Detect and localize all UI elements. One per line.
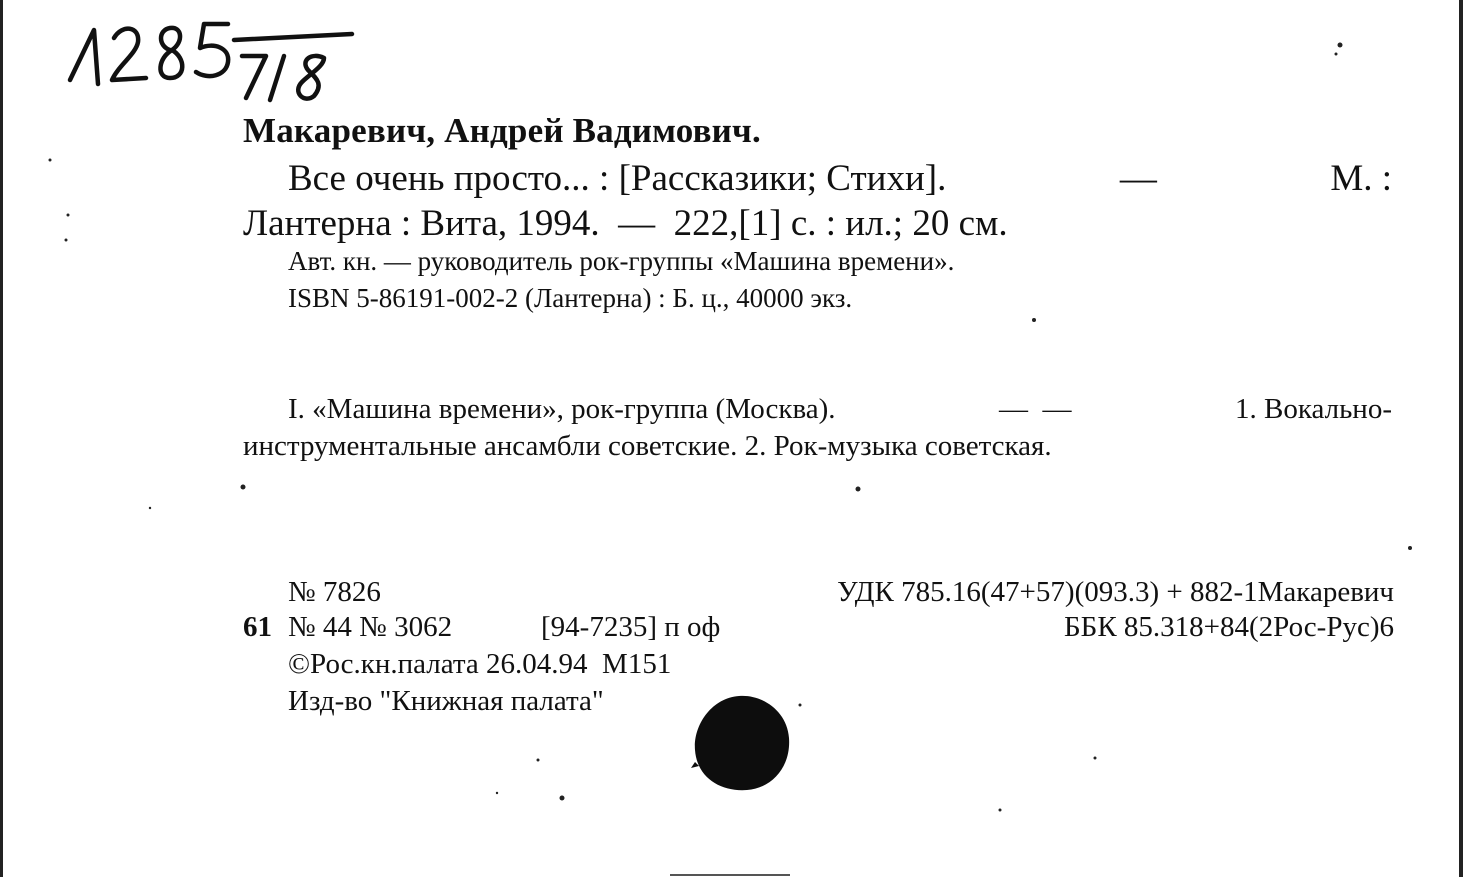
- udk-code: УДК 785.16(47+57)(093.3) + 882-1Макаревич: [837, 576, 1394, 608]
- record-number: № 7826: [288, 576, 381, 608]
- publisher-line: Изд-во "Книжная палата": [288, 685, 604, 717]
- subject-line-2: инструментальные ансамбли советские. 2. Рок-музыка советская.: [243, 430, 1052, 462]
- title-dash: —: [1119, 158, 1157, 199]
- subject-dashes: — —: [999, 393, 1072, 425]
- copyright-line: ©Рос.кн.палата 26.04.94 М151: [288, 648, 672, 680]
- place-of-publication: М. :: [1330, 158, 1392, 199]
- isbn-line: ISBN 5-86191-002-2 (Лантерна) : Б. ц., 40000 экз.: [288, 283, 853, 313]
- author-heading: Макаревич, Андрей Вадимович.: [243, 111, 761, 150]
- author-note: Авт. кн. — руководитель рок-группы «Машина времени».: [288, 246, 955, 276]
- imprint-line: Лантерна : Вита, 1994. — 222,[1] с. : ил.; 20 см.: [243, 203, 1008, 244]
- subject-2-start: 1. Вокально-: [1234, 393, 1392, 425]
- numbers-line: № 44 № 3062: [288, 611, 453, 643]
- subject-1: I. «Машина времени», рок-группа (Москва).: [288, 393, 836, 425]
- title-text: Все очень просто... : [Рассказики; Стихи].: [288, 158, 947, 199]
- prefix-61: 61: [243, 611, 272, 643]
- numbers-line-b: [94-7235] п оф: [541, 611, 721, 643]
- bbk-code: ББК 85.318+84(2Рос-Рус)6: [1064, 611, 1394, 643]
